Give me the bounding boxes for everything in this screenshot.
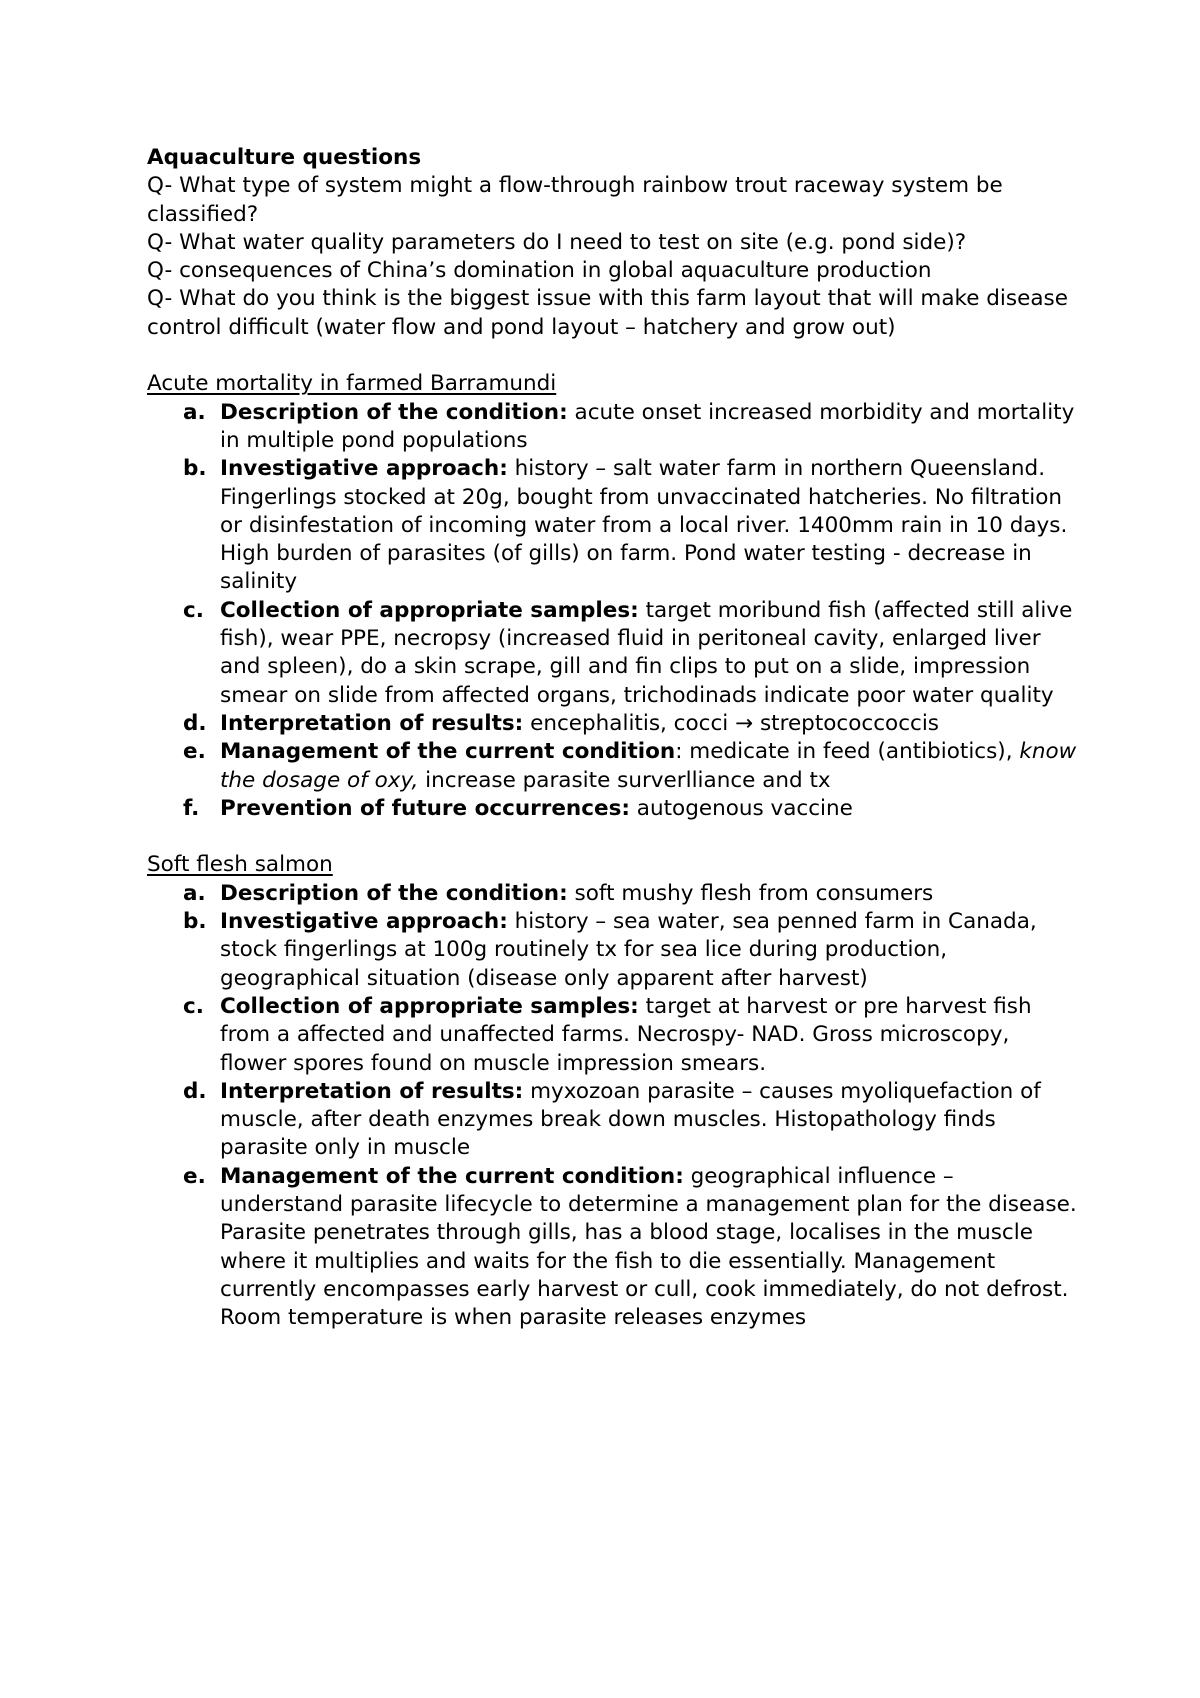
section-title-salmon: Soft flesh salmon — [147, 852, 333, 878]
item-text-italic: know the dosage of oxy, — [220, 739, 1077, 793]
item-text: target at harvest or pre harvest fish from a affected and unaffected farms. Necrospy- NAD. Gross microscopy, flower spores found on muscle impression smears. — [220, 993, 1032, 1076]
item-label: Investigative approach: — [220, 456, 508, 482]
item-label: Management of the current condition: — [220, 1163, 684, 1189]
item-label: Prevention of future occurrences: — [220, 795, 630, 821]
list-item — [147, 738, 1077, 795]
item-text: geographical influence – understand parasite lifecycle to determine a management plan for the disease. Parasite penetrates through gills, has a blood stage, localises in the muscle where it multiplies and waits for the fish to die essentially. Management currently encompasses early harvest or cull, cook immediately, do not defrost. Room temperature is when parasite releases enzymes — [220, 1163, 1077, 1331]
list-marker: f. — [183, 795, 200, 821]
section-title-barramundi: Acute mortality in farmed Barramundi — [147, 371, 557, 397]
spacer — [147, 342, 1077, 370]
list-marker: a. — [183, 399, 206, 425]
spacer — [147, 823, 1077, 851]
list-item — [147, 710, 1077, 738]
question-4: Q- What do you think is the biggest issue with this farm layout that will make disease control difficult (water flow and pond layout – hatchery and grow out) — [147, 286, 1068, 340]
item-text: history – salt water farm in northern Queensland. Fingerlings stocked at 20g, bought from unvaccinated hatcheries. No filtration or disinfestation of incoming water from a local river. 1400mm rain in 10 days. High burden of parasites (of gills) on farm. Pond water testing - decrease in salinity — [220, 456, 1068, 595]
item-text: acute onset increased morbidity and mortality in multiple pond populations — [220, 399, 1075, 453]
list-marker: e. — [183, 739, 206, 765]
list-marker: b. — [183, 909, 207, 935]
item-label: Description of the condition: — [220, 880, 568, 906]
item-text: increase parasite surverlliance and tx — [418, 767, 831, 793]
list-item — [147, 399, 1077, 456]
document-page — [147, 144, 1077, 1332]
item-label: Collection of appropriate samples: — [220, 597, 639, 623]
list-item — [147, 597, 1077, 710]
item-label: Management of the current condition — [220, 739, 676, 765]
item-text: : medicate in feed (antibiotics), — [675, 739, 1020, 765]
item-text: history – sea water, sea penned farm in Canada, stock fingerlings at 100g routinely tx for sea lice during production, geographical situation (disease only apparent after harvest) — [220, 909, 1037, 991]
list-marker: c. — [183, 993, 204, 1019]
document-title: Aquaculture questions — [147, 145, 422, 170]
list-item — [147, 455, 1077, 596]
question-3: Q- consequences of China’s domination in global aquaculture production — [147, 258, 932, 284]
item-label: Investigative approach: — [220, 909, 508, 935]
question-2: Q- What water quality parameters do I need to test on site (e.g. pond side)? — [147, 229, 967, 255]
list-item — [147, 908, 1077, 993]
salmon-list — [147, 880, 1077, 1333]
list-marker: c. — [183, 597, 204, 623]
item-label: Interpretation of results: — [220, 710, 524, 736]
list-marker: d. — [183, 710, 207, 736]
item-label: Interpretation of results: — [220, 1078, 524, 1104]
list-item — [147, 993, 1077, 1078]
question-1: Q- What type of system might a flow-through rainbow trout raceway system be classified? — [147, 173, 1003, 227]
item-text: target moribund fish (affected still alive fish), wear PPE, necropsy (increased fluid in peritoneal cavity, enlarged liver and spleen), do a skin scrape, gill and fin clips to put on a slide, impression smear on slide from affected organs, trichodinads indicate poor water quality — [220, 597, 1073, 708]
list-marker: d. — [183, 1078, 207, 1104]
list-marker: a. — [183, 880, 206, 906]
item-text: soft mushy flesh from consumers — [567, 880, 934, 906]
barramundi-list — [147, 399, 1077, 823]
list-marker: b. — [183, 456, 207, 482]
item-text: encephalitis, cocci → streptococcoccis — [523, 710, 940, 736]
item-text: myxozoan parasite – causes myoliquefaction of muscle, after death enzymes break down muscles. Histopathology finds parasite only in muscle — [220, 1078, 1041, 1161]
item-text: autogenous vaccine — [629, 795, 853, 821]
item-label: Description of the condition: — [220, 399, 568, 425]
item-label: Collection of appropriate samples: — [220, 993, 639, 1019]
list-item — [147, 1163, 1077, 1333]
list-marker: e. — [183, 1163, 206, 1189]
list-item — [147, 1078, 1077, 1163]
list-item — [147, 795, 1077, 823]
list-item — [147, 880, 1077, 908]
